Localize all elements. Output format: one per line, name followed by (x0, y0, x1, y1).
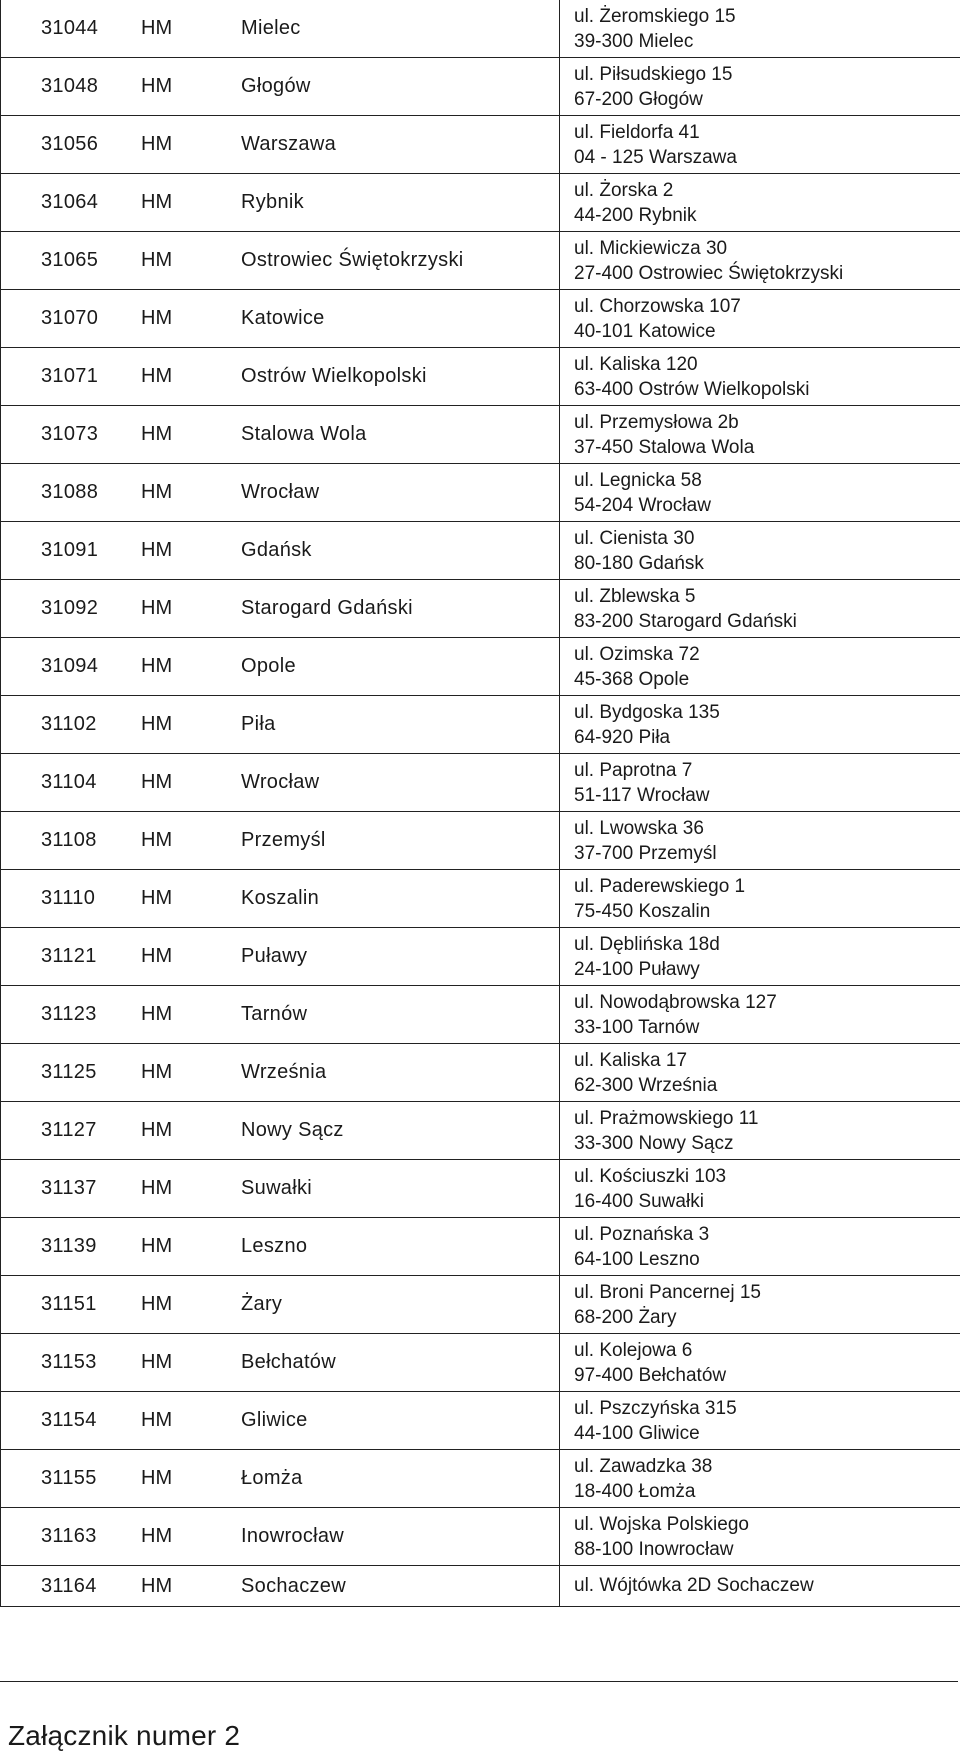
postal-address: 88-100 Inowrocław (574, 1538, 734, 1560)
address-cell (560, 348, 960, 406)
store-code: 31104 (41, 771, 97, 793)
address-cell (560, 116, 960, 174)
street-address: ul. Paderewskiego 1 (574, 875, 746, 897)
address-block (560, 294, 960, 344)
store-cell (1, 1218, 560, 1276)
street-address: ul. Przemysłowa 2b (574, 411, 739, 433)
store-cell (1, 696, 560, 754)
store-type: HM (141, 1351, 173, 1373)
table-body (1, 0, 960, 1607)
address-cell (560, 1160, 960, 1218)
address-block (560, 1280, 960, 1330)
store-cell (1, 464, 560, 522)
store-type: HM (141, 1119, 173, 1141)
store-code: 31151 (41, 1293, 97, 1315)
postal-address: 97-400 Bełchatów (574, 1364, 727, 1386)
store-type: HM (141, 365, 173, 387)
address-block (560, 178, 960, 228)
postal-address: 68-200 Żary (574, 1306, 677, 1328)
postal-address: 44-100 Gliwice (574, 1422, 700, 1444)
address-block (560, 990, 960, 1040)
street-address: ul. Kaliska 120 (574, 353, 698, 375)
store-type: HM (141, 423, 173, 445)
postal-address: 33-100 Tarnów (574, 1016, 700, 1038)
address-cell (560, 174, 960, 232)
store-info (1, 348, 559, 405)
store-info (1, 696, 559, 753)
store-type: HM (141, 829, 173, 851)
store-city: Wrocław (241, 481, 320, 503)
table-row (1, 174, 960, 232)
store-code: 31155 (41, 1467, 97, 1489)
store-cell (1, 1160, 560, 1218)
store-city: Warszawa (241, 133, 337, 155)
store-info (1, 58, 559, 115)
store-type: HM (141, 17, 173, 39)
store-city: Ostrów Wielkopolski (241, 365, 427, 387)
store-cell (1, 870, 560, 928)
store-code: 31088 (41, 481, 99, 503)
store-type: HM (141, 1003, 173, 1025)
store-code: 31125 (41, 1061, 97, 1083)
postal-address: 44-200 Rybnik (574, 204, 697, 226)
store-cell (1, 1450, 560, 1508)
store-cell (1, 638, 560, 696)
store-city: Tarnów (241, 1003, 308, 1025)
table-row (1, 0, 960, 58)
table-row (1, 1160, 960, 1218)
address-block (560, 62, 960, 112)
store-cell (1, 174, 560, 232)
address-cell (560, 1218, 960, 1276)
postal-address: 67-200 Głogów (574, 88, 703, 110)
store-cell (1, 1102, 560, 1160)
store-info (1, 754, 559, 811)
store-info (1, 638, 559, 695)
store-type: HM (141, 597, 173, 619)
store-info (1, 1102, 559, 1159)
attachment-title: Załącznik numer 2 (8, 1720, 241, 1751)
street-address: ul. Ozimska 72 (574, 643, 700, 665)
store-code: 31137 (41, 1177, 97, 1199)
address-block (560, 584, 960, 634)
store-type: HM (141, 133, 173, 155)
address-cell (560, 1450, 960, 1508)
postal-address: 27-400 Ostrowiec Świętokrzyski (574, 262, 844, 284)
store-info (1, 580, 559, 637)
store-type: HM (141, 1467, 173, 1489)
table-row (1, 348, 960, 406)
table-row (1, 1450, 960, 1508)
address-block (560, 4, 960, 54)
store-code: 31121 (41, 945, 97, 967)
street-address: ul. Bydgoska 135 (574, 701, 720, 723)
address-block (560, 1048, 960, 1098)
store-code: 31091 (41, 539, 99, 561)
store-cell (1, 232, 560, 290)
street-address: ul. Zawadzka 38 (574, 1455, 713, 1477)
street-address: ul. Żorska 2 (574, 179, 674, 201)
table-row (1, 406, 960, 464)
store-cell (1, 522, 560, 580)
store-code: 31065 (41, 249, 99, 271)
store-cell (1, 580, 560, 638)
address-block (560, 352, 960, 402)
table-row (1, 812, 960, 870)
store-code: 31070 (41, 307, 99, 329)
postal-address: 18-400 Łomża (574, 1480, 696, 1502)
store-city: Inowrocław (241, 1525, 345, 1547)
store-city: Ostrowiec Świętokrzyski (241, 249, 464, 271)
store-city: Piła (241, 713, 276, 735)
postal-address: 80-180 Gdańsk (574, 552, 704, 574)
store-cell (1, 1276, 560, 1334)
store-code: 31073 (41, 423, 99, 445)
address-cell (560, 232, 960, 290)
address-block (560, 1454, 960, 1504)
address-cell (560, 1392, 960, 1450)
address-cell (560, 638, 960, 696)
postal-address: 39-300 Mielec (574, 30, 694, 52)
street-address: ul. Piłsudskiego 15 (574, 63, 733, 85)
table-row (1, 232, 960, 290)
store-info (1, 174, 559, 231)
street-address: ul. Mickiewicza 30 (574, 237, 728, 259)
store-cell (1, 116, 560, 174)
table-row (1, 1334, 960, 1392)
store-info (1, 464, 559, 521)
address-block (560, 120, 960, 170)
store-cell (1, 1392, 560, 1450)
address-block (560, 816, 960, 866)
store-city: Katowice (241, 307, 325, 329)
address-cell (560, 58, 960, 116)
store-city: Przemyśl (241, 829, 326, 851)
postal-address: 04 - 125 Warszawa (574, 146, 737, 168)
address-cell (560, 1566, 960, 1607)
store-info (1, 232, 559, 289)
postal-address: 54-204 Wrocław (574, 494, 711, 516)
street-address: ul. Chorzowska 107 (574, 295, 741, 317)
street-address: ul. Nowodąbrowska 127 (574, 991, 777, 1013)
store-city: Sochaczew (241, 1574, 346, 1597)
store-cell (1, 812, 560, 870)
store-type: HM (141, 945, 173, 967)
store-info (1, 1566, 559, 1606)
address-block (560, 1338, 960, 1388)
store-info (1, 1508, 559, 1565)
address-cell (560, 928, 960, 986)
address-cell (560, 754, 960, 812)
street-address: ul. Kościuszki 103 (574, 1165, 727, 1187)
store-cell (1, 1044, 560, 1102)
store-code: 31154 (41, 1409, 97, 1431)
table-row (1, 464, 960, 522)
store-info (1, 0, 559, 57)
store-code: 31071 (41, 365, 99, 387)
table-row (1, 754, 960, 812)
store-info (1, 290, 559, 347)
table-row (1, 696, 960, 754)
street-address: ul. Dęblińska 18d (574, 933, 720, 955)
store-code: 31127 (41, 1119, 97, 1141)
address-cell (560, 1044, 960, 1102)
store-city: Żary (241, 1293, 283, 1315)
store-code: 31048 (41, 75, 99, 97)
address-block (560, 1512, 960, 1562)
store-cell (1, 1508, 560, 1566)
store-city: Koszalin (241, 887, 319, 909)
table-row (1, 986, 960, 1044)
store-city: Nowy Sącz (241, 1119, 344, 1141)
address-block (560, 1396, 960, 1446)
street-address: ul. Cienista 30 (574, 527, 695, 549)
table-row (1, 1102, 960, 1160)
store-code: 31153 (41, 1351, 97, 1373)
store-city: Starogard Gdański (241, 597, 413, 619)
store-info (1, 1044, 559, 1101)
store-info (1, 812, 559, 869)
store-code: 31092 (41, 597, 99, 619)
table-bottom-border (0, 1681, 958, 1682)
address-block (560, 410, 960, 460)
store-info (1, 1276, 559, 1333)
address-block (560, 236, 960, 286)
store-cell (1, 986, 560, 1044)
store-cell (1, 928, 560, 986)
street-address: ul. Kolejowa 6 (574, 1339, 693, 1361)
table-row (1, 290, 960, 348)
address-block (560, 932, 960, 982)
address-block (560, 874, 960, 924)
store-type: HM (141, 1177, 173, 1199)
table-row (1, 58, 960, 116)
store-type: HM (141, 713, 173, 735)
store-code: 31102 (41, 713, 97, 735)
store-type: HM (141, 887, 173, 909)
address-block (560, 526, 960, 576)
store-city: Bełchatów (241, 1351, 336, 1373)
postal-address: 75-450 Koszalin (574, 900, 711, 922)
address-block (560, 700, 960, 750)
full-address: ul. Wójtówka 2D Sochaczew (574, 1575, 814, 1596)
address-cell (560, 522, 960, 580)
store-type: HM (141, 191, 173, 213)
store-city: Gliwice (241, 1409, 308, 1431)
address-block (560, 1106, 960, 1156)
address-cell (560, 464, 960, 522)
store-city: Głogów (241, 75, 311, 97)
store-code: 31094 (41, 655, 99, 677)
postal-address: 37-450 Stalowa Wola (574, 436, 755, 458)
table-row (1, 1044, 960, 1102)
table-row (1, 1276, 960, 1334)
store-type: HM (141, 307, 173, 329)
store-cell (1, 406, 560, 464)
postal-address: 62-300 Września (574, 1074, 718, 1096)
street-address: ul. Paprotna 7 (574, 759, 693, 781)
store-cell (1, 1566, 560, 1607)
table-row (1, 580, 960, 638)
table-row (1, 870, 960, 928)
table-row (1, 1508, 960, 1566)
store-type: HM (141, 1574, 173, 1597)
store-type: HM (141, 771, 173, 793)
store-cell (1, 0, 560, 58)
store-info (1, 1392, 559, 1449)
store-type: HM (141, 655, 173, 677)
table-row (1, 1566, 960, 1607)
postal-address: 64-920 Piła (574, 726, 671, 748)
store-info (1, 406, 559, 463)
store-city: Leszno (241, 1235, 308, 1257)
address-cell (560, 1276, 960, 1334)
postal-address: 40-101 Katowice (574, 320, 716, 342)
postal-address: 45-368 Opole (574, 668, 690, 690)
street-address: ul. Prażmowskiego 11 (574, 1107, 759, 1129)
table-row (1, 638, 960, 696)
store-city: Września (241, 1061, 327, 1083)
street-address: ul. Żeromskiego 15 (574, 5, 736, 27)
street-address: ul. Broni Pancernej 15 (574, 1281, 761, 1303)
postal-address: 51-117 Wrocław (574, 784, 710, 806)
store-code: 31163 (41, 1525, 97, 1547)
address-block (560, 1222, 960, 1272)
table-row (1, 116, 960, 174)
store-city: Rybnik (241, 191, 304, 213)
address-cell (560, 870, 960, 928)
store-city: Suwałki (241, 1177, 313, 1199)
address-cell (560, 812, 960, 870)
store-code: 31064 (41, 191, 99, 213)
store-info (1, 986, 559, 1043)
address-cell (560, 0, 960, 58)
address-block (560, 468, 960, 518)
store-city: Mielec (241, 17, 301, 39)
street-address: ul. Kaliska 17 (574, 1049, 688, 1071)
store-info (1, 1218, 559, 1275)
store-type: HM (141, 249, 173, 271)
address-block (560, 642, 960, 692)
store-type: HM (141, 1061, 173, 1083)
address-block (560, 1164, 960, 1214)
store-city: Stalowa Wola (241, 423, 367, 445)
store-info (1, 116, 559, 173)
table-row (1, 1218, 960, 1276)
store-type: HM (141, 1293, 173, 1315)
street-address: ul. Wojska Polskiego (574, 1513, 749, 1535)
address-cell (560, 290, 960, 348)
store-code: 31044 (41, 17, 99, 39)
store-type: HM (141, 1409, 173, 1431)
address-block (560, 758, 960, 808)
postal-address: 83-200 Starogard Gdański (574, 610, 797, 632)
store-city: Puławy (241, 945, 308, 967)
postal-address: 16-400 Suwałki (574, 1190, 704, 1212)
store-cell (1, 1334, 560, 1392)
store-city: Opole (241, 655, 296, 677)
table-row (1, 1392, 960, 1450)
postal-address: 33-300 Nowy Sącz (574, 1132, 734, 1154)
address-cell (560, 1508, 960, 1566)
address-cell (560, 580, 960, 638)
postal-address: 24-100 Puławy (574, 958, 700, 980)
postal-address: 63-400 Ostrów Wielkopolski (574, 378, 810, 400)
store-cell (1, 348, 560, 406)
postal-address: 64-100 Leszno (574, 1248, 700, 1270)
store-info (1, 1160, 559, 1217)
address-cell (560, 986, 960, 1044)
store-cell (1, 290, 560, 348)
store-code: 31139 (41, 1235, 97, 1257)
store-cell (1, 754, 560, 812)
store-code: 31123 (41, 1003, 97, 1025)
store-cell (1, 58, 560, 116)
store-type: HM (141, 1525, 173, 1547)
address-cell (560, 1102, 960, 1160)
store-city: Gdańsk (241, 539, 312, 561)
street-address: ul. Fieldorfa 41 (574, 121, 700, 143)
street-address: ul. Pszczyńska 315 (574, 1397, 737, 1419)
table-row (1, 928, 960, 986)
street-address: ul. Lwowska 36 (574, 817, 704, 839)
street-address: ul. Zblewska 5 (574, 585, 696, 607)
address-cell (560, 1334, 960, 1392)
store-info (1, 1450, 559, 1507)
store-type: HM (141, 539, 173, 561)
store-city: Łomża (241, 1467, 303, 1489)
store-type: HM (141, 75, 173, 97)
table-row (1, 522, 960, 580)
street-address: ul. Legnicka 58 (574, 469, 702, 491)
store-code: 31110 (41, 887, 96, 909)
store-city: Wrocław (241, 771, 320, 793)
store-code: 31056 (41, 133, 99, 155)
street-address: ul. Poznańska 3 (574, 1223, 710, 1245)
store-code: 31108 (41, 829, 97, 851)
store-info (1, 870, 559, 927)
store-info (1, 1334, 559, 1391)
address-cell (560, 696, 960, 754)
store-info (1, 522, 559, 579)
store-code: 31164 (41, 1574, 97, 1597)
store-type: HM (141, 481, 173, 503)
store-info (1, 928, 559, 985)
store-type: HM (141, 1235, 173, 1257)
address-cell (560, 406, 960, 464)
postal-address: 37-700 Przemyśl (574, 842, 717, 864)
